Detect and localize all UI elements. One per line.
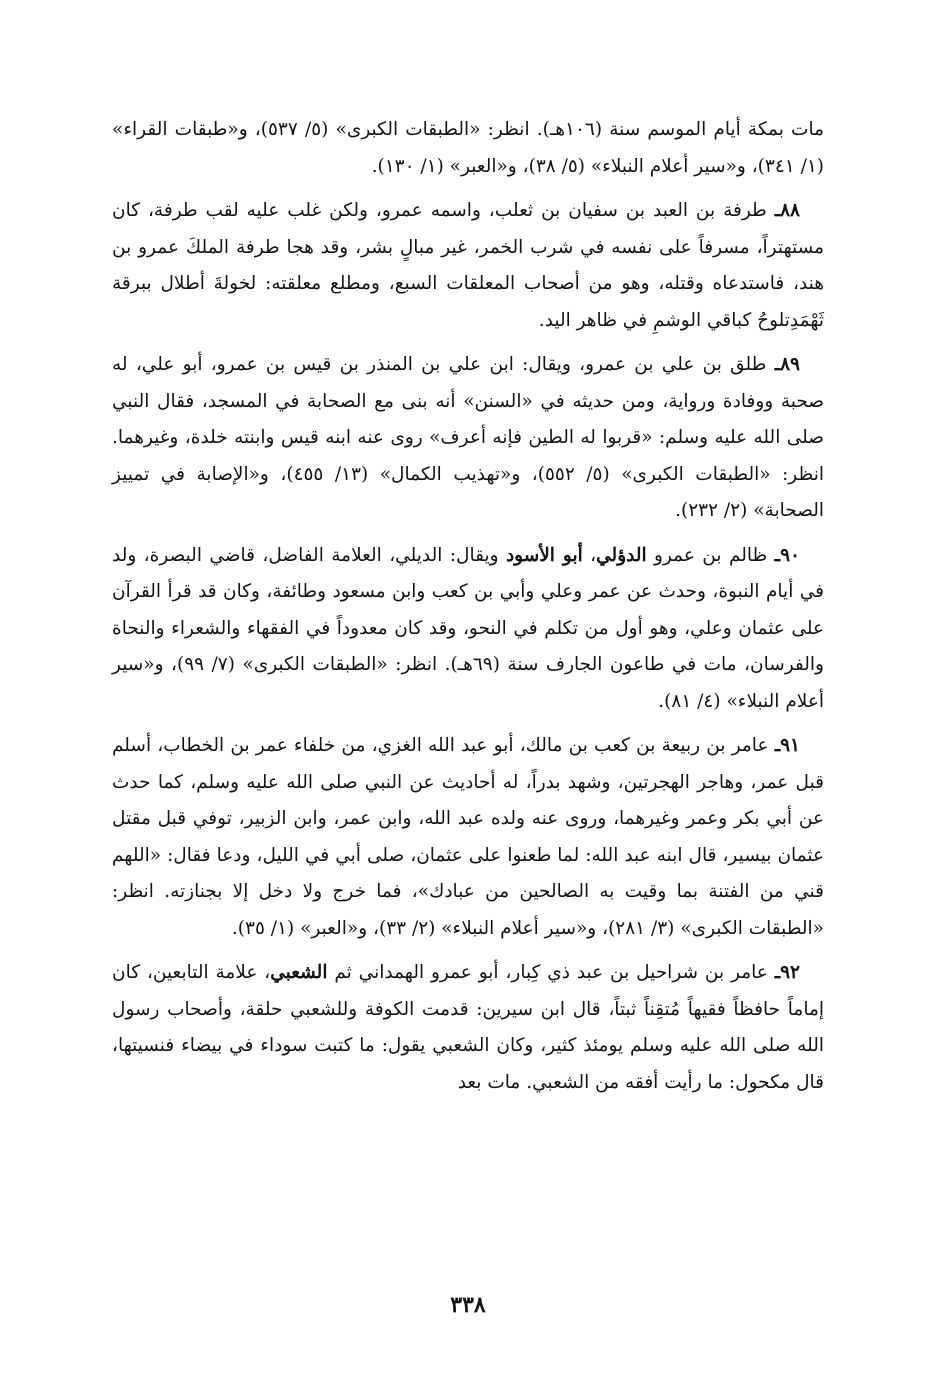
paragraph-90 — [112, 538, 824, 721]
entry-name: عامر بن شراحيل بن عبد ذي كِبار، أبو عمرو الهمداني ثم — [334, 962, 768, 983]
entry-number: ٨٨ـ — [774, 200, 800, 221]
document-page — [112, 112, 825, 1318]
paragraph-text: عامر بن ربيعة بن كعب بن مالك، أبو عبد الله الغزي، من خلفاء عمر بن الخطاب، أسلم قبل عمر، وهاجر الهجرتين، وشهد بدراً، له أحاديث عن النبي صلى الله عليه وسلم، كما حدث عن أبي بكر وعمر وغيرهما، وروى عنه ولده عبد الله، وابن عمر، وابن الزبير، توفي قبل مقتل عثمان بيسير، قال ابنه عبد الله: لما طعنوا على عثمان، صلى أبي في الليل، ودعا فقال: «اللهم قني من الفتنة بما وقيت به الصالحين من عبادك»، فما خرج ولا دخل إلا بجنازته. انظر: «الطبقات الكبرى» (٣/ ٢٨١)، و«سير أعلام النبلاء» (٢/ ٣٣)، و«العبر» (١/ ٣٥). — [112, 735, 824, 939]
paragraph-text: طرفة بن العبد بن سفيان بن ثعلب، واسمه عمرو، ولكن غلب عليه لقب طرفة، كان مستهتراً، مسرفاً على نفسه في شرب الخمر، غير مبالٍ بشر، وقد هجا طرفة الملكَ عمرو بن هند، فاستدعاه وقتله، وهو من أصحاب المعلقات السبع، ومطلع معلقته: لخولةَ أطلال ببرقة ثَهْمَدِتلوحُ كباقي الوشمِ في ظاهر اليد. — [112, 200, 824, 331]
paragraph-text: ، علامة التابعين، كان إماماً حافظاً فقيهاً مُتقِناً ثبتاً، قال ابن سيرين: قدمت الكوفة وللشعبي حلقة، وأصحاب رسول الله صلى الله عليه وسلم يومئذ كثير، وكان الشعبي يقول: ما كتبت سوداء في بيضاء فنسيتها، قال مكحول: ما رأيت أفقه من الشعبي. مات بعد — [112, 962, 824, 1093]
paragraph-text: مات بمكة أيام الموسم سنة (١٠٦هـ). انظر: «الطبقات الكبرى» (٥/ ٥٣٧)، و«طبقات القراء» (١/ ٣٤١)، و«سير أعلام النبلاء» (٥/ ٣٨)، و«العبر» (١/ ١٣٠). — [112, 119, 825, 177]
entry-number: ٨٩ـ — [774, 354, 800, 375]
entry-number: ٩٢ـ — [774, 962, 800, 983]
paragraph-92 — [112, 955, 824, 1101]
paragraph-text: طلق بن علي بن عمرو، ويقال: ابن علي بن المنذر بن قيس بن عمرو، أبو علي، له صحبة ووفادة ورواية، ومن حديثه في «السنن» أنه بنى مع الصحابة في المسجد، فقال النبي صلى الله عليه وسلم: «قربوا له الطين فإنه أعرف» روى عنه ابنه قيس وابنته خلدة، وغيرهما. انظر: «الطبقات الكبرى» (٥/ ٥٥٢)، و«تهذيب الكمال» (١٣/ ٤٥٥)، و«الإصابة في تمييز الصحابة» (٢/ ٢٣٢). — [112, 354, 824, 521]
entry-name: ظالم بن عمرو — [654, 544, 768, 566]
paragraph-88 — [112, 193, 824, 339]
name-separator: ، — [590, 544, 597, 566]
paragraph-text: ويقال: الديلي، العلامة الفاضل، قاضي البصرة، ولد في أيام النبوة، وحدث عن عمر وعلي وأبي بن كعب وابن مسعود وطائفة، وكان قد قرأ القرآن على عثمان وعلي، وهو أول من تكلم في النحو، وقد كان معدوداً في الفقهاء والشعراء والنحاة والفرسان، مات في طاعون الجارف سنة (٦٩هـ). انظر: «الطبقات الكبرى» (٧/ ٩٩)، و«سير أعلام النبلاء» (٤/ ٨١). — [112, 544, 824, 712]
entry-number: ٩١ـ — [774, 735, 800, 756]
page-number: ٣٣٨ — [450, 1292, 486, 1318]
entry-number: ٩٠ـ — [774, 544, 800, 566]
entry-kunya: أبو الأسود — [505, 544, 583, 566]
paragraph-87-continued — [112, 112, 824, 185]
entry-nisba: الدؤلي — [596, 544, 647, 566]
paragraph-91 — [112, 728, 824, 947]
entry-nisba: الشعبي — [270, 962, 328, 983]
paragraph-89 — [112, 347, 824, 530]
